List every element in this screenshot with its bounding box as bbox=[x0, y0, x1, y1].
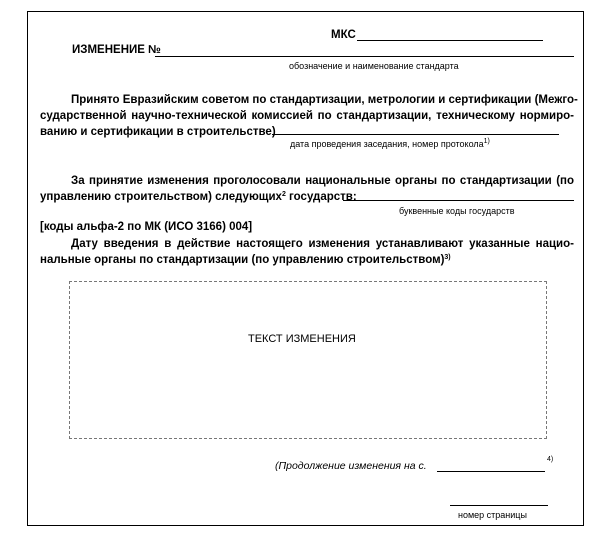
page-number-field[interactable] bbox=[450, 505, 548, 506]
adopted-line-2: сударственной научно-технической комиссией по стандартизации, техническому нормиро- bbox=[40, 110, 574, 122]
meeting-caption: дата проведения заседания, номер протокола$^{1)}$ bbox=[290, 138, 490, 149]
effective-paragraph bbox=[40, 236, 574, 268]
mks-field[interactable] bbox=[357, 40, 543, 41]
continuation-page-field[interactable] bbox=[437, 471, 545, 472]
change-number-label: ИЗМЕНЕНИЕ № bbox=[72, 44, 161, 56]
country-codes-field[interactable] bbox=[343, 200, 574, 201]
change-number-field[interactable] bbox=[155, 56, 574, 57]
continuation-label: (Продолжение изменения на с. bbox=[275, 460, 427, 472]
page-number-caption: номер страницы bbox=[458, 510, 527, 520]
meeting-field[interactable] bbox=[272, 134, 559, 135]
form-frame bbox=[27, 11, 584, 526]
continuation-footnote: 4) bbox=[547, 456, 554, 463]
change-text-placeholder: ТЕКСТ ИЗМЕНЕНИЯ bbox=[248, 333, 356, 345]
effective-line-2: нальные органы по стандартизации (по управлению строительством)$^{3)}$ bbox=[40, 254, 451, 266]
voted-line-1: За принятие изменения проголосовали национальные органы по стандартизации (по bbox=[71, 175, 574, 187]
adopted-line-1: Принято Евразийским советом по стандартизации, метрологии и сертификации (Межго- bbox=[71, 94, 578, 106]
standard-caption: обозначение и наименование стандарта bbox=[289, 61, 459, 71]
effective-line-1: Дату введения в действие настоящего изменения устанавливают указанные нацио- bbox=[71, 238, 574, 250]
mks-label: МКС bbox=[331, 29, 356, 41]
alpha-codes-note: [коды альфа-2 по МК (ИСО 3166) 004] bbox=[40, 221, 253, 233]
adopted-line-3: ванию и сертификации в строительстве) bbox=[40, 126, 276, 138]
voted-line-2: управлению строительством) следующих$^2$ государств: bbox=[40, 191, 357, 203]
adopted-paragraph bbox=[40, 92, 578, 140]
change-text-area[interactable] bbox=[69, 281, 547, 439]
country-codes-caption: буквенные коды государств bbox=[399, 206, 515, 216]
